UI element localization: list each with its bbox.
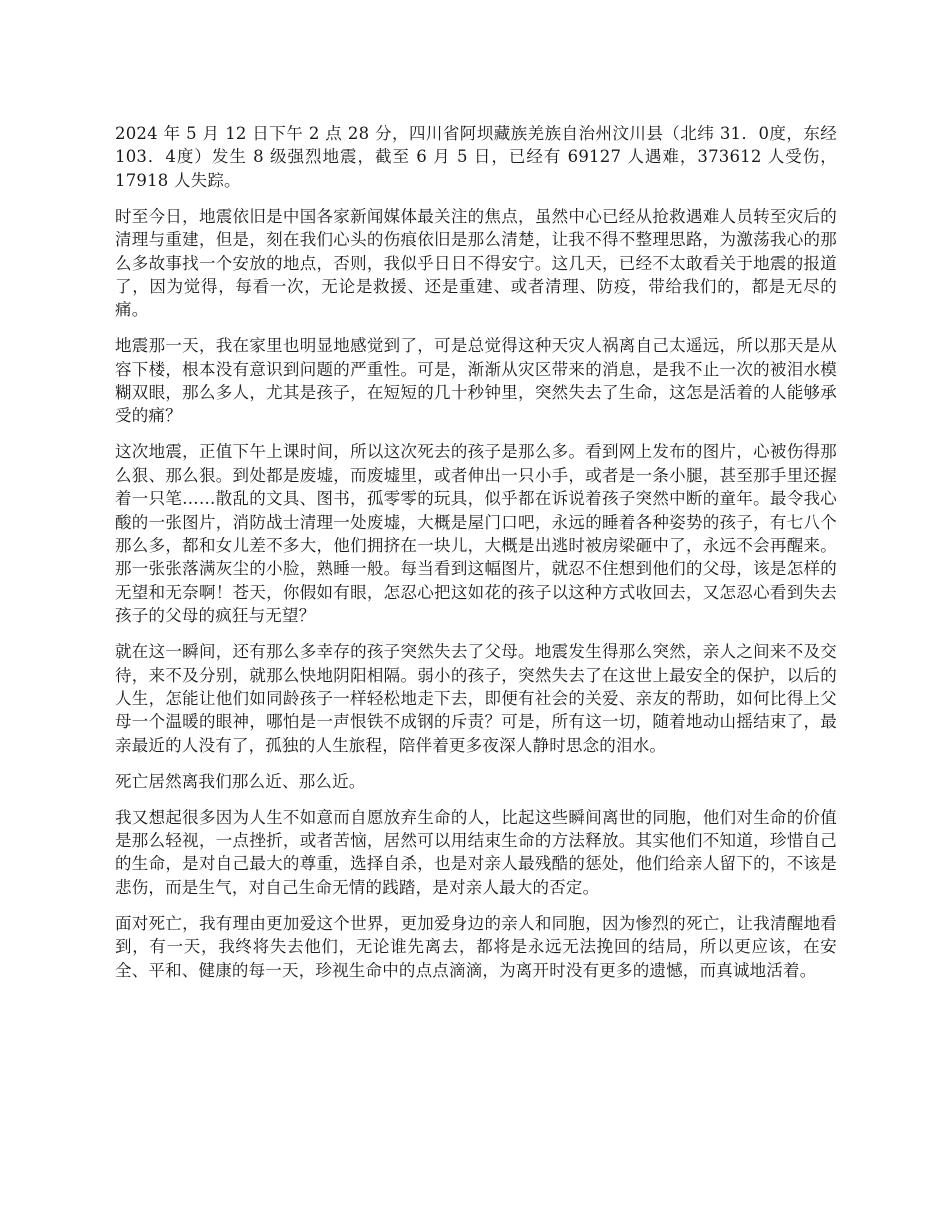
- paragraph-5: 就在这一瞬间，还有那么多幸存的孩子突然失去了父母。地震发生得那么突然，亲人之间来不及交待，来不及分别，就那么快地阴阳相隔。弱小的孩子，突然失去了在这世上最安全的保护，以后的人生，怎能让他们如同龄孩子一样轻松地走下去，即便有社会的关爱、亲友的帮助，如何比得上父母一个温暖的眼神，哪怕是一声恨铁不成钢的斥责？可是，所有这一切，随着地动山摇结束了，最亲最近的人没有了，孤独的人生旅程，陪伴着更多夜深人静时思念的泪水。: [115, 642, 837, 755]
- paragraph-8: 面对死亡，我有理由更加爱这个世界，更加爱身边的亲人和同胞，因为惨烈的死亡，让我清醒地看到，有一天，我终将失去他们，无论谁先离去，都将是永远无法挽回的结局，所以更应该，在安全、平和、健康的每一天，珍视生命中的点点滴滴，为离开时没有更多的遗憾，而真诚地活着。: [115, 913, 837, 980]
- paragraph-2: 时至今日，地震依旧是中国各家新闻媒体最关注的焦点，虽然中心已经从抢救遇难人员转至灾后的清理与重建，但是，刻在我们心头的伤痕依旧是那么清楚，让我不得不整理思路，为激荡我心的那么多故事找一个安放的地点，否则，我似乎日日不得安宁。这几天，已经不太敢看关于地震的报道了，因为觉得，每看一次，无论是救援、还是重建、或者清理、防疫，带给我们的，都是无尽的痛。: [115, 206, 837, 320]
- paragraph-4: 这次地震，正值下午上课时间，所以这次死去的孩子是那么多。看到网上发布的图片，心被伤得那么狠、那么狠。到处都是废墟，而废墟里，或者伸出一只小手，或者是一条小腿，甚至那手里还握着一只笔……散乱的文具、图书，孤零零的玩具，似乎都在诉说着孩子突然中断的童年。最令我心酸的一张图片，消防战士清理一处废墟，大概是屋门口吧，永远的睡着各种姿势的孩子，有七八个那么多，都和女儿差不多大，他们拥挤在一块儿，大概是出逃时被房梁砸中了，永远不会再醒来。那一张张落满灰尘的小脸，熟睡一般。每当看到这幅图片，就忍不住想到他们的父母，该是怎样的无望和无奈啊！苍天，你假如有眼，怎忍心把这如花的孩子以这种方式收回去，又怎忍心看到失去孩子的父母的疯狂与无望？: [115, 442, 837, 626]
- document-body: [115, 122, 837, 994]
- paragraph-1: 2024 年 5 月 12 日下午 2 点 28 分，四川省阿坝藏族羌族自治州汶川县（北纬 31．0度，东经 103．4度）发生 8 级强烈地震，截至 6 月 5 日，已经有 69127 人遇难，373612 人受伤，17918 人失踪。: [115, 124, 837, 190]
- paragraph-3: 地震那一天，我在家里也明显地感觉到了，可是总觉得这种天灾人祸离自己太遥远，所以那天是从容下楼，根本没有意识到问题的严重性。可是，渐渐从灾区带来的消息，是我不止一次的被泪水模糊双眼，那么多人，尤其是孩子，在短短的几十秒钟里，突然失去了生命，这怎是活着的人能够承受的痛？: [115, 336, 837, 426]
- paragraph-6: 死亡居然离我们那么近、那么近。: [115, 771, 366, 791]
- paragraph-7: 我又想起很多因为人生不如意而自愿放弃生命的人，比起这些瞬间离世的同胞，他们对生命的价值是那么轻视，一点挫折，或者苦恼，居然可以用结束生命的方法释放。其实他们不知道，珍惜自己的生命，是对自己最大的尊重，选择自杀，也是对亲人最残酷的惩处，他们给亲人留下的，不该是悲伤，而是生气，对自己生命无情的践踏，是对亲人最大的否定。: [115, 807, 837, 897]
